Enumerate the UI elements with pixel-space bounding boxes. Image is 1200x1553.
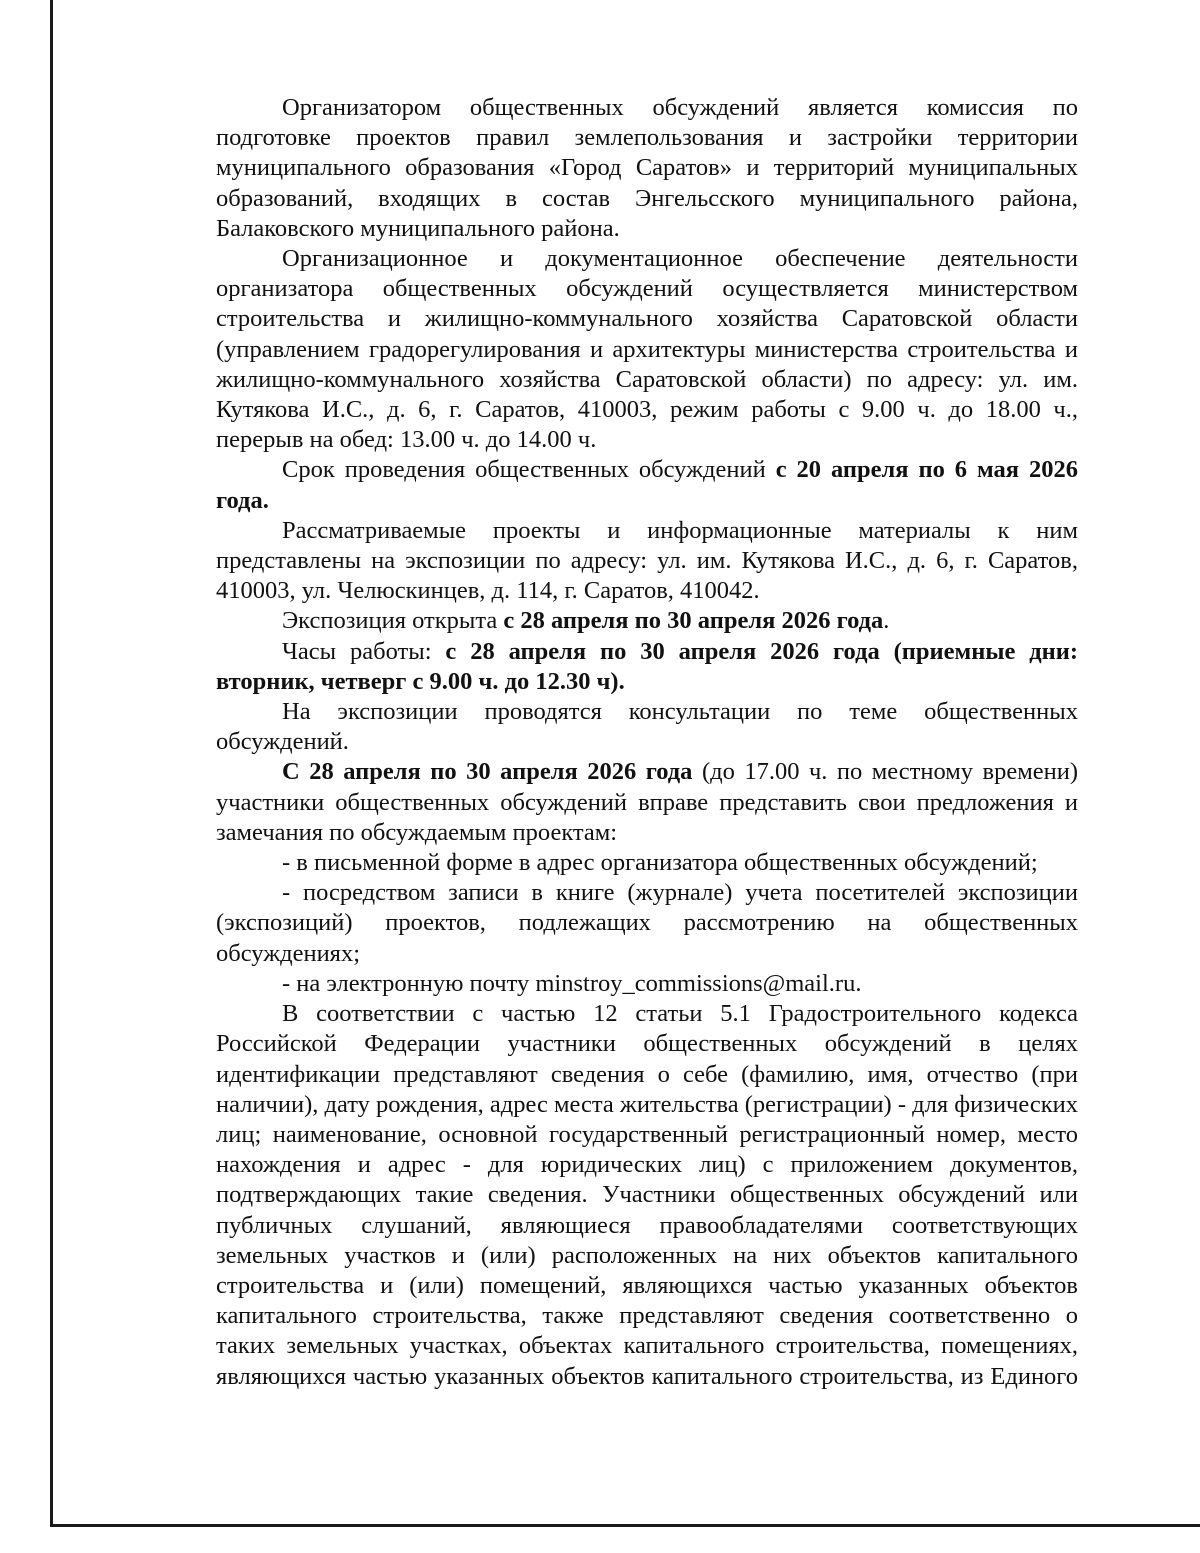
- bold-text: С 28 апреля по 30 апреля 2026 года: [282, 758, 693, 786]
- bold-text: с 28 апреля по 30 апреля 2026 года (приемные дни: вторник, четверг с 9.00 ч. до 12.30 ч).: [216, 637, 1079, 695]
- paragraph-bullet-email: [216, 969, 1078, 999]
- paragraph-identification: [216, 999, 1078, 1392]
- text-run: В соответствии с частью 12 статьи 5.1 Градостроительного кодекса Российской Федерации участники общественных обсуждений в целях идентификации представляют сведения о себе (фамилию, имя, отчество (при наличии), дату рождения, адрес места жительства (регистрации) - для физических лиц; наименование, основной государственный регистрационный номер, место нахождения и адрес - для юридических лиц) с приложением документов, подтверждающих такие сведения. Участники общественных обсуждений или публичных слушаний, являющиеся правообладателями соответствующих земельных участков и (или) расположенных на них объектов капитального строительства и (или) помещений, являющихся частью указанных объектов капитального строительства, также представляют сведения соответственно о таких земельных участках, объектах капитального строительства, помещениях, являющихся частью указанных объектов капитального строительства, из Единого: [216, 1000, 1078, 1390]
- paragraph-consultations: [216, 697, 1078, 757]
- paragraph-support: [216, 244, 1078, 455]
- paragraph-proposals: [216, 757, 1078, 848]
- bold-text: с 20 апреля по 6 мая 2026 года.: [216, 456, 1079, 514]
- paragraph-period: [216, 455, 1078, 515]
- text-run: (до 17.00 ч. по местному времени) участники общественных обсуждений вправе представить свои предложения и замечания по обсуждаемым проектам:: [216, 758, 1078, 846]
- text-run: - на электронную почту minstroy_commissions@mail.ru.: [282, 969, 862, 997]
- paragraph-hours: [216, 637, 1078, 697]
- paragraph-organizer: [216, 93, 1078, 244]
- text-run: Организационное и документационное обеспечение деятельности организатора общественных обсуждений осуществляется министерством строительства и жилищно-коммунального хозяйства Саратовской области (управлением градорегулирования и архитектуры министерства строительства и жилищно-коммунального хозяйства Саратовской области) по адресу: ул. им. Кутякова И.С., д. 6, г. Саратов, 410003, режим работы с 9.00 ч. до 18.00 ч., перерыв на обед: 13.00 ч. до 14.00 ч.: [216, 245, 1078, 454]
- scan-border-left: [50, 0, 53, 1526]
- paragraph-bullet-book: [216, 878, 1078, 969]
- text-run: Организатором общественных обсуждений является комиссия по подготовке проектов правил землепользования и застройки территории муниципального образования «Город Саратов» и территорий муниципальных образований, входящих в состав Энгельсского муниципального района, Балаковского муниципального района.: [216, 94, 1078, 242]
- text-run: Экспозиция открыта: [282, 607, 504, 635]
- text-run: .: [883, 607, 890, 635]
- paragraph-exposition-open: [216, 606, 1078, 636]
- paragraph-bullet-written: [216, 848, 1078, 878]
- text-run: Часы работы:: [282, 637, 446, 665]
- text-run: На экспозиции проводятся консультации по теме общественных обсуждений.: [216, 698, 1078, 756]
- text-run: - в письменной форме в адрес организатора общественных обсуждений;: [282, 849, 1038, 877]
- text-run: - посредством записи в книге (журнале) учета посетителей экспозиции (экспозиций) проектов, подлежащих рассмотрению на общественных обсуждениях;: [216, 879, 1078, 967]
- paragraph-materials: [216, 516, 1078, 607]
- bold-text: с 28 апреля по 30 апреля 2026 года: [503, 607, 884, 635]
- document-body: [216, 93, 1078, 1392]
- scan-border-bottom: [50, 1524, 1200, 1527]
- text-run: Рассматриваемые проекты и информационные материалы к ним представлены на экспозиции по адресу: ул. им. Кутякова И.С., д. 6, г. Саратов, 410003, ул. Челюскинцев, д. 114, г. Саратов, 410042.: [216, 516, 1078, 605]
- text-run: Срок проведения общественных обсуждений: [282, 456, 776, 484]
